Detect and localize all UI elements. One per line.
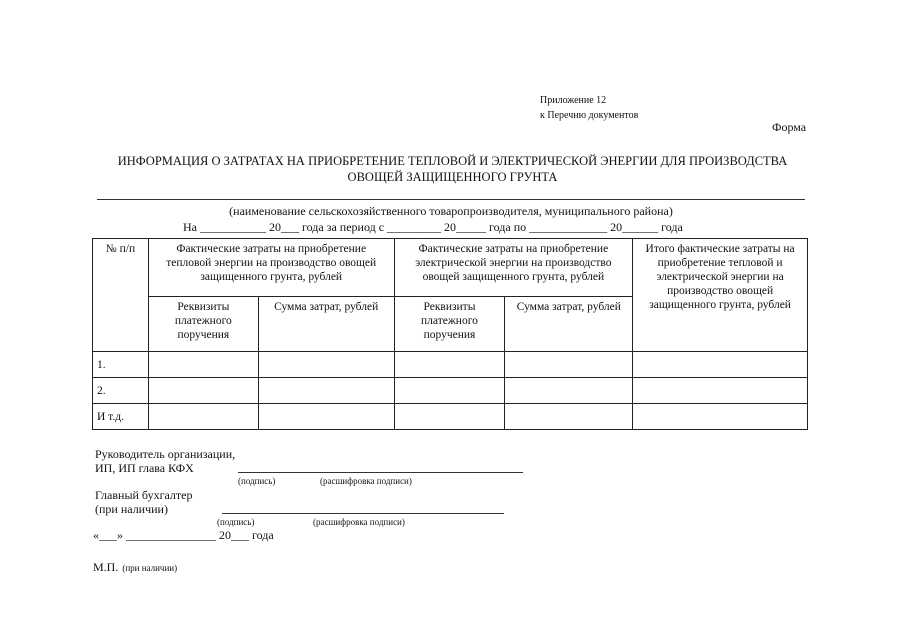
producer-name-caption: (наименование сельскохозяйственного товаропроизводителя, муниципального района)	[229, 204, 673, 218]
header-heat-requisites: Реквизиты платежного поручения	[148, 297, 258, 352]
cell-electric-requisites[interactable]	[394, 352, 505, 378]
cell-electric-requisites[interactable]	[394, 378, 505, 404]
appendix-note	[540, 93, 638, 123]
cell-electric-requisites[interactable]	[394, 404, 505, 430]
header-num: № п/п	[93, 239, 149, 352]
producer-name-line[interactable]	[97, 199, 805, 200]
stamp-label: М.П.	[93, 560, 119, 574]
cell-heat-requisites[interactable]	[148, 378, 258, 404]
cell-electric-amount[interactable]	[505, 378, 633, 404]
stamp-label-note: (при наличии)	[122, 563, 178, 573]
document-title	[100, 153, 805, 185]
cell-electric-amount[interactable]	[505, 352, 633, 378]
title-line-1: ИНФОРМАЦИЯ О ЗАТРАТАХ НА ПРИОБРЕТЕНИЕ ТЕПЛОВОЙ И ЭЛЕКТРИЧЕСКОЙ ЭНЕРГИИ ДЛЯ ПРОИЗВОДСТВА	[117, 154, 788, 168]
header-heat-amount: Сумма затрат, рублей	[258, 297, 394, 352]
header-heat-costs: Фактические затраты на приобретение тепловой энергии на производство овощей защищенного грунта, рублей	[148, 239, 394, 297]
appendix-line-2: к Перечню документов	[540, 110, 639, 121]
cell-heat-amount[interactable]	[258, 378, 394, 404]
accountant-sign-caption: (подпись)	[217, 517, 255, 527]
accountant-signature-line[interactable]	[222, 513, 504, 514]
cell-heat-requisites[interactable]	[148, 352, 258, 378]
head-signature-line[interactable]	[238, 472, 523, 473]
accountant-label-2: (при наличии)	[95, 502, 168, 516]
date-line[interactable]: «___» _______________ 20___ года	[93, 528, 274, 542]
row-number: И т.д.	[93, 404, 149, 430]
appendix-line-1: Приложение 12	[540, 95, 607, 106]
title-line-2: ОВОЩЕЙ ЗАЩИЩЕННОГО ГРУНТА	[347, 170, 558, 184]
row-number: 1.	[93, 352, 149, 378]
header-total-costs: Итого фактические затраты на приобретение тепловой и электрической энергии на производство овощей защищенного грунта, рублей	[633, 239, 808, 352]
cell-total[interactable]	[633, 378, 808, 404]
head-sign-caption: (подпись)	[238, 476, 276, 486]
cell-total[interactable]	[633, 352, 808, 378]
header-electric-amount: Сумма затрат, рублей	[505, 297, 633, 352]
form-label: Форма	[772, 120, 807, 134]
head-decode-caption: (расшифровка подписи)	[320, 476, 412, 486]
head-signature-label-1: Руководитель организации,	[95, 447, 236, 461]
header-electric-requisites: Реквизиты платежного поручения	[394, 297, 505, 352]
cell-heat-amount[interactable]	[258, 404, 394, 430]
stamp-note	[93, 558, 177, 576]
cell-heat-amount[interactable]	[258, 352, 394, 378]
costs-table	[92, 238, 808, 430]
head-signature-label-2: ИП, ИП глава КФХ	[95, 461, 194, 475]
header-electric-costs: Фактические затраты на приобретение электрической энергии на производство овощей защищенного грунта, рублей	[394, 239, 633, 297]
table-row	[93, 378, 808, 404]
table-row	[93, 404, 808, 430]
row-number: 2.	[93, 378, 149, 404]
accountant-decode-caption: (расшифровка подписи)	[313, 517, 405, 527]
cell-heat-requisites[interactable]	[148, 404, 258, 430]
period-line: На ___________ 20___ года за период с _________ 20_____ года по _____________ 20______ года	[183, 220, 683, 234]
accountant-label-1: Главный бухгалтер	[95, 488, 193, 502]
table-row	[93, 352, 808, 378]
cell-total[interactable]	[633, 404, 808, 430]
cell-electric-amount[interactable]	[505, 404, 633, 430]
